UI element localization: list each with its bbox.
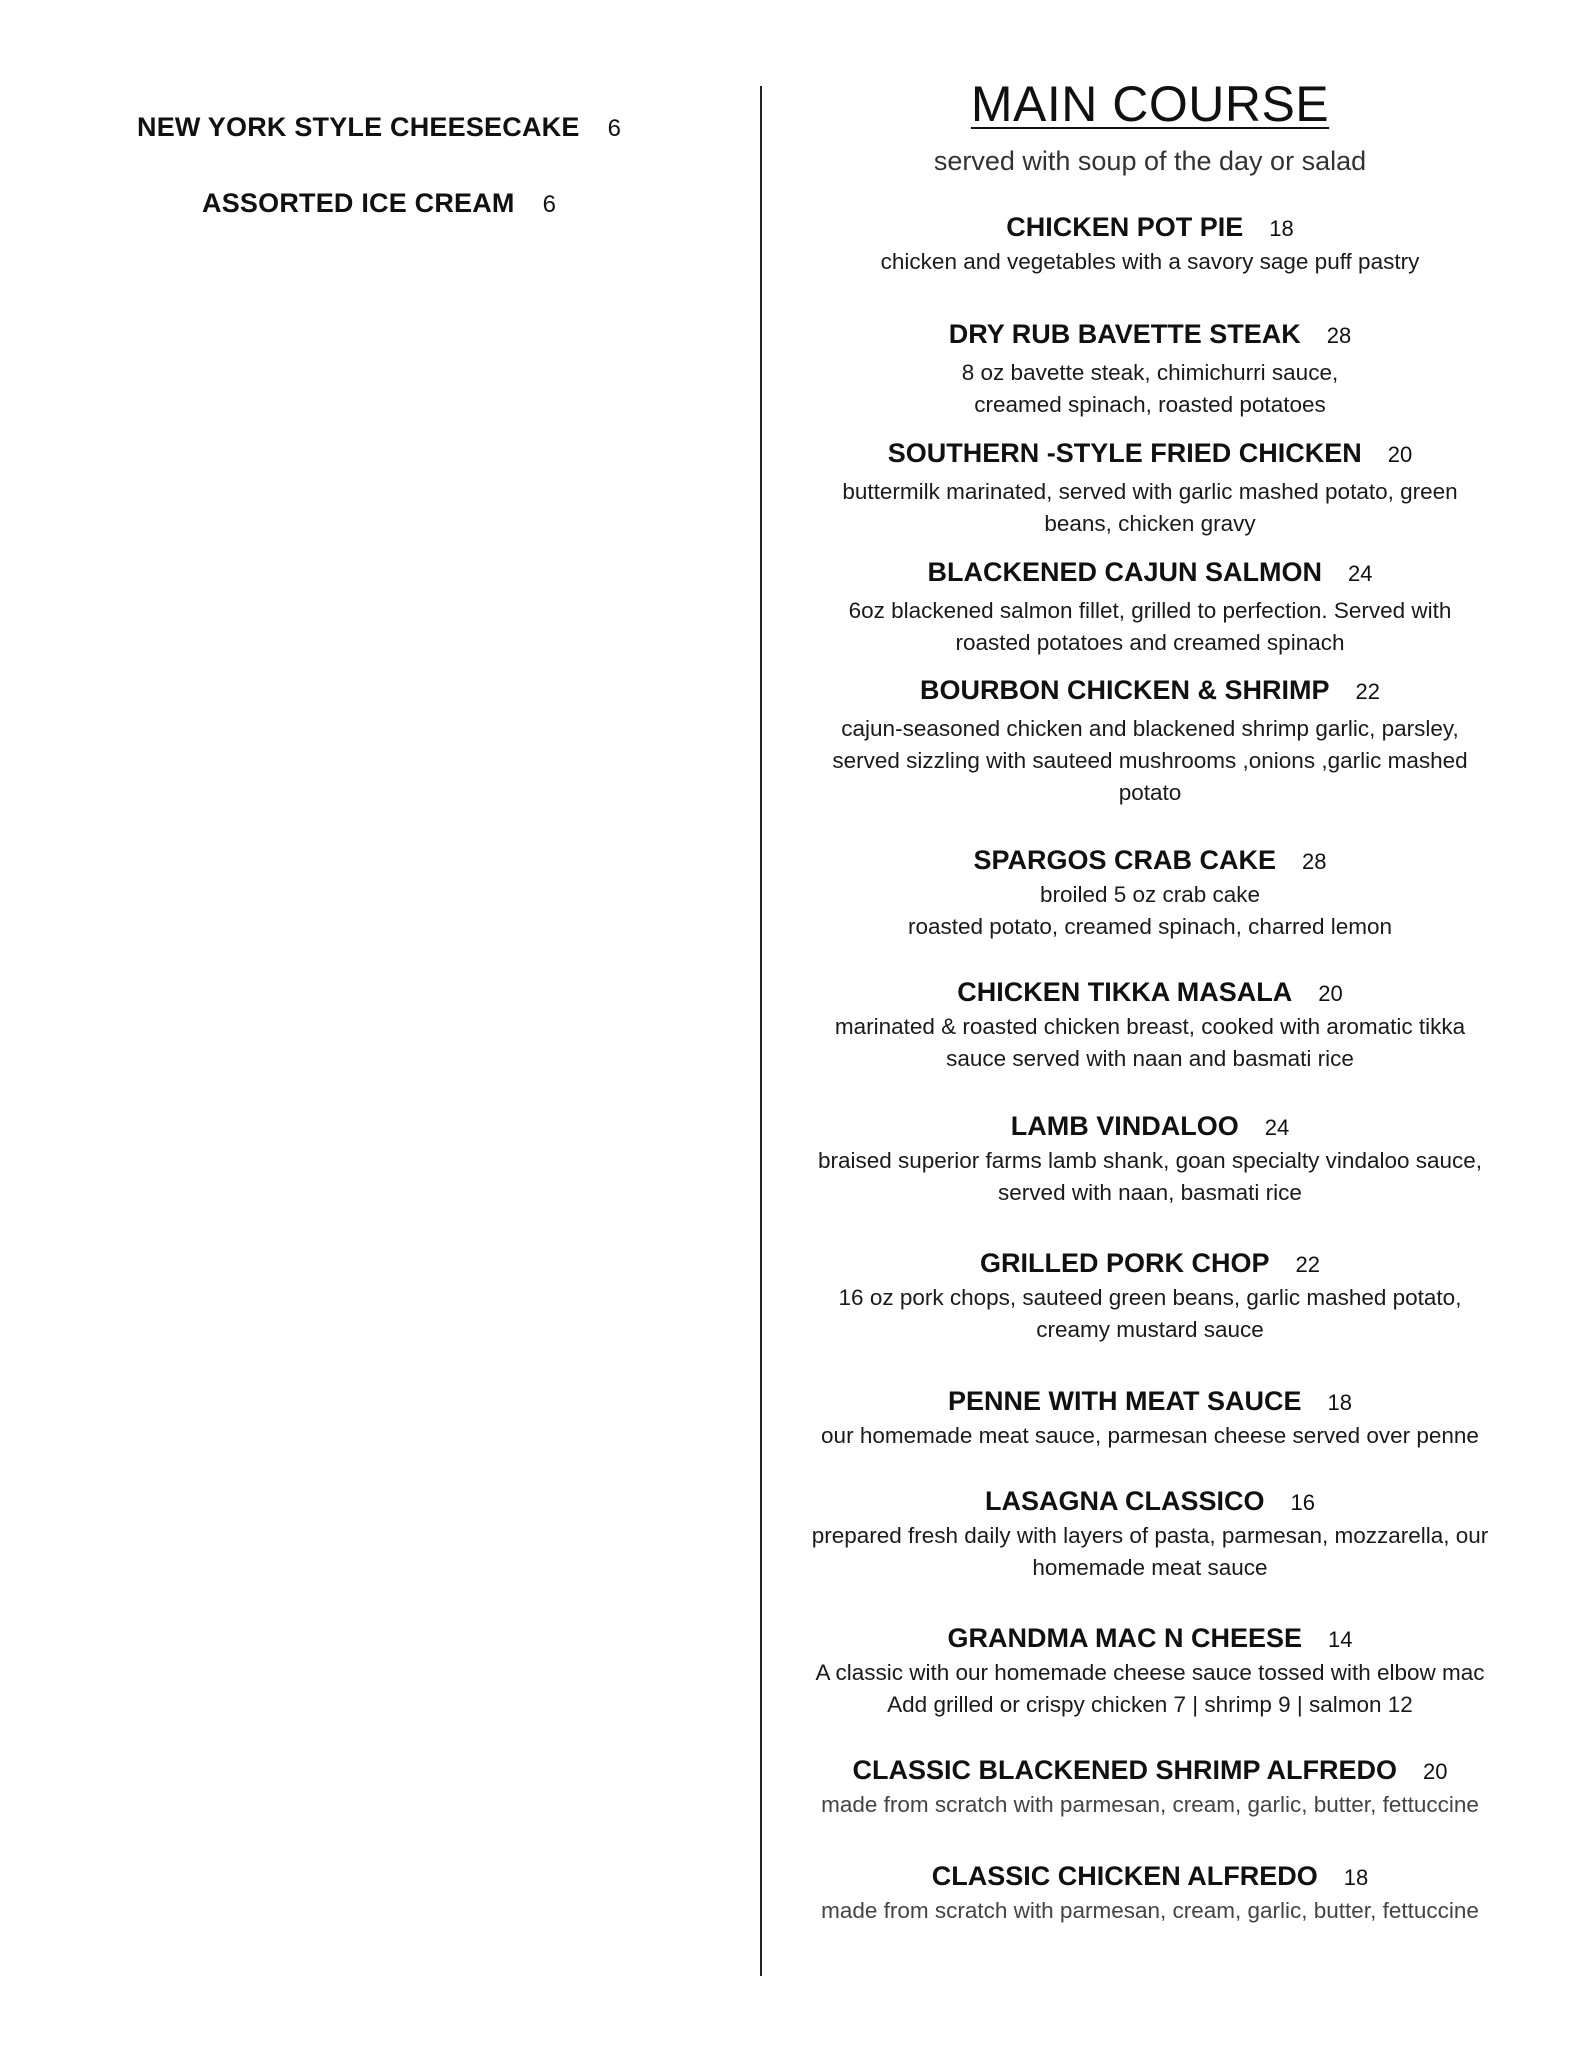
description-line: 16 oz pork chops, sauteed green beans, garlic mashed potato, [838,1285,1462,1310]
description-line: creamy mustard sauce [1036,1317,1264,1342]
dish-item [780,673,1520,809]
dish-item [780,1859,1520,1927]
dish-title [780,210,1520,246]
dish-name: DRY RUB BAVETTE STEAK [948,319,1301,349]
dish-title [780,1109,1520,1145]
dish-price: 20 [1423,1759,1448,1784]
dish-price: 24 [1348,561,1373,586]
dish-item [780,1621,1520,1721]
dish-price: 22 [1355,679,1380,704]
dish-title [780,673,1520,709]
dish-price: 14 [1328,1627,1353,1652]
dish-title [780,1484,1520,1520]
dish-description [780,1282,1520,1346]
description-line: Add grilled or crispy chicken 7 | shrimp 9 | salmon 12 [887,1692,1413,1717]
dish-name: SPARGOS CRAB CAKE [973,845,1277,875]
dessert-item-ice-cream [202,188,556,219]
description-line: sauce served with naan and basmati rice [946,1046,1354,1071]
dish-name: SOUTHERN -STYLE FRIED CHICKEN [887,438,1362,468]
description-line: marinated & roasted chicken breast, cooked with aromatic tikka [834,1014,1466,1039]
dish-description [780,1657,1520,1721]
dish-price: 20 [1387,442,1413,467]
dish-title [780,1246,1520,1282]
dish-title [780,1621,1520,1657]
description-line: buttermilk marinated, served with garlic mashed potato, green [842,479,1458,504]
dish-item [780,1384,1520,1452]
description-line: chicken and vegetables with a savory sage puff pastry [880,249,1420,274]
description-line: homemade meat sauce [1032,1555,1268,1580]
dish-title [780,843,1520,879]
dish-title [780,317,1520,353]
description-line: our homemade meat sauce, parmesan cheese served over penne [821,1423,1479,1448]
dish-title [780,1753,1520,1789]
description-line: 6oz blackened salmon fillet, grilled to perfection. Served with [848,598,1452,623]
dessert-name: ASSORTED ICE CREAM [202,188,515,218]
dish-item [780,436,1520,540]
dish-item [780,1109,1520,1209]
dish-name: CLASSIC CHICKEN ALFREDO [931,1861,1318,1891]
dessert-name: NEW YORK STYLE CHEESECAKE [137,112,580,142]
dish-name: GRILLED PORK CHOP [980,1248,1270,1278]
dish-item [780,210,1520,278]
dish-description [780,1145,1520,1209]
dish-item [780,1753,1520,1821]
section-subtitle: served with soup of the day or salad [933,146,1367,176]
dish-description [780,879,1520,943]
dish-description [780,246,1520,278]
dish-name: CLASSIC BLACKENED SHRIMP ALFREDO [852,1755,1398,1785]
dish-price: 18 [1327,1390,1352,1415]
dish-name: CHICKEN POT PIE [1006,212,1244,242]
description-line: served sizzling with sauteed mushrooms ,onions ,garlic mashed [832,748,1468,773]
dish-name: LASAGNA CLASSICO [985,1486,1265,1516]
dish-list [780,0,1520,2048]
column-divider [760,86,762,1976]
description-line: potato [1118,780,1182,805]
dish-title [780,1384,1520,1420]
dessert-price: 6 [607,115,622,142]
dish-item [780,1246,1520,1346]
description-line: served with naan, basmati rice [998,1180,1302,1205]
dish-price: 16 [1290,1490,1315,1515]
dish-title [780,436,1520,472]
dish-name: LAMB VINDALOO [1010,1111,1239,1141]
dish-price: 18 [1343,1865,1369,1890]
description-line: broiled 5 oz crab cake [1039,882,1261,907]
dish-price: 20 [1318,981,1343,1006]
dish-title [780,1859,1520,1895]
description-line: braised superior farms lamb shank, goan specialty vindaloo sauce, [817,1148,1483,1173]
dish-title [780,975,1520,1011]
dish-description [780,1789,1520,1821]
dish-title [780,555,1520,591]
dish-name: GRANDMA MAC N CHEESE [947,1623,1303,1653]
dish-item [780,843,1520,943]
dish-name: BLACKENED CAJUN SALMON [927,557,1323,587]
dish-description [780,595,1520,659]
dish-description [780,1895,1520,1927]
description-line: 8 oz bavette steak, chimichurri sauce, [961,360,1339,385]
section-title: MAIN COURSE [970,76,1330,132]
dish-description [780,713,1520,809]
description-line: prepared fresh daily with layers of pasta, parmesan, mozzarella, our [811,1523,1489,1548]
dish-price: 24 [1264,1115,1290,1140]
description-line: cajun-seasoned chicken and blackened shrimp garlic, parsley, [841,716,1459,741]
dish-price: 22 [1295,1252,1320,1277]
dessert-price: 6 [542,191,557,218]
description-line: beans, chicken gravy [1044,511,1256,536]
dish-item [780,1484,1520,1584]
dish-description [780,476,1520,540]
dish-name: BOURBON CHICKEN & SHRIMP [920,675,1330,705]
dish-description [780,1011,1520,1075]
dish-description [780,1420,1520,1452]
dish-price: 28 [1302,849,1327,874]
description-line: roasted potato, creamed spinach, charred lemon [907,914,1393,939]
dish-item [780,555,1520,659]
dish-name: CHICKEN TIKKA MASALA [957,977,1293,1007]
dish-description [780,357,1520,421]
description-line: made from scratch with parmesan, cream, garlic, butter, fettuccine [821,1792,1479,1817]
dish-description [780,1520,1520,1584]
description-line: roasted potatoes and creamed spinach [955,630,1345,655]
dish-item [780,317,1520,421]
dish-name: PENNE WITH MEAT SAUCE [948,1386,1302,1416]
description-line: made from scratch with parmesan, cream, garlic, butter, fettuccine [821,1898,1479,1923]
dish-price: 18 [1269,216,1294,241]
description-line: creamed spinach, roasted potatoes [974,392,1326,417]
description-line: A classic with our homemade cheese sauce tossed with elbow mac [815,1660,1485,1685]
dish-price: 28 [1326,323,1352,348]
dish-item [780,975,1520,1075]
dessert-item-cheesecake [137,112,621,143]
